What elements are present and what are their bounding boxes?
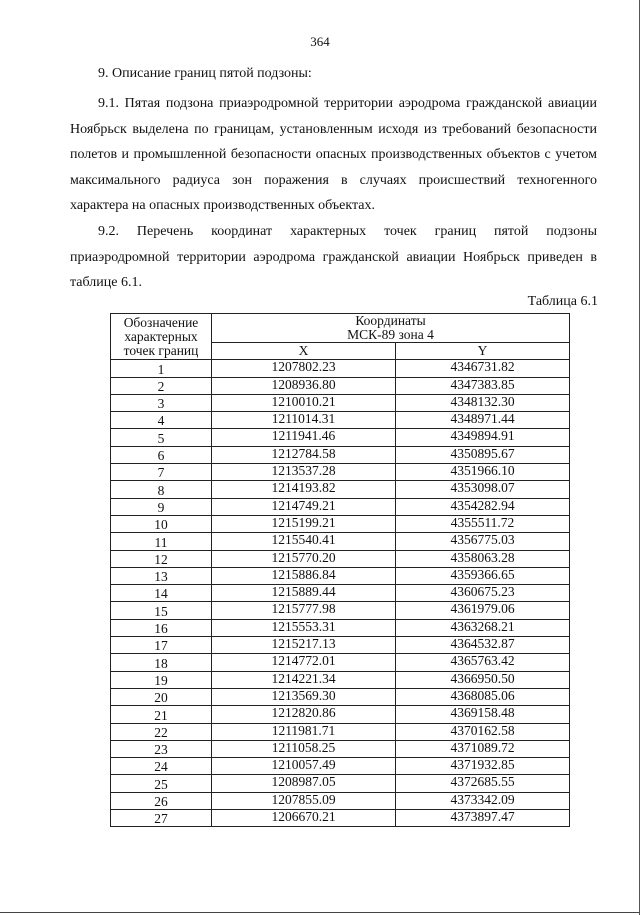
table-row — [111, 585, 570, 602]
table-row — [111, 412, 570, 429]
point-number-cell: 21 — [111, 706, 212, 723]
table-caption: Таблица 6.1 — [527, 294, 598, 309]
table-row — [111, 706, 570, 723]
table-header-row — [111, 314, 570, 343]
coordinates-table — [110, 313, 570, 827]
y-coordinate-cell: 4368085.06 — [396, 688, 570, 705]
x-coordinate-cell: 1215553.31 — [212, 619, 396, 636]
point-number-cell: 20 — [111, 688, 212, 705]
x-coordinate-cell: 1214193.82 — [212, 481, 396, 498]
x-coordinate-cell: 1210010.21 — [212, 394, 396, 411]
point-number-cell: 13 — [111, 567, 212, 584]
table-row — [111, 602, 570, 619]
point-number-cell: 14 — [111, 585, 212, 602]
table-row — [111, 671, 570, 688]
point-number-cell: 27 — [111, 810, 212, 827]
y-coordinate-cell: 4371932.85 — [396, 758, 570, 775]
point-number-cell: 8 — [111, 481, 212, 498]
y-coordinate-cell: 4351966.10 — [396, 464, 570, 481]
y-coordinate-cell: 4369158.48 — [396, 706, 570, 723]
header-coordinate-system: МСК-89 зона 4 — [347, 327, 434, 342]
point-number-cell: 24 — [111, 758, 212, 775]
section-heading: 9. Описание границ пятой подзоны: — [98, 66, 312, 81]
table-row — [111, 515, 570, 532]
table-row — [111, 654, 570, 671]
x-coordinate-cell: 1215540.41 — [212, 533, 396, 550]
x-coordinate-cell: 1215217.13 — [212, 637, 396, 654]
x-coordinate-cell: 1208987.05 — [212, 775, 396, 792]
y-coordinate-cell: 4353098.07 — [396, 481, 570, 498]
y-coordinate-cell: 4370162.58 — [396, 723, 570, 740]
y-coordinate-cell: 4348971.44 — [396, 412, 570, 429]
point-number-cell: 3 — [111, 394, 212, 411]
header-coordinates — [212, 314, 570, 343]
table-row — [111, 429, 570, 446]
point-number-cell: 2 — [111, 377, 212, 394]
x-coordinate-cell: 1215199.21 — [212, 515, 396, 532]
x-coordinate-cell: 1213537.28 — [212, 464, 396, 481]
table-row — [111, 637, 570, 654]
point-number-cell: 5 — [111, 429, 212, 446]
table-row — [111, 498, 570, 515]
table-row — [111, 810, 570, 827]
table-row — [111, 758, 570, 775]
x-coordinate-cell: 1213569.30 — [212, 688, 396, 705]
x-coordinate-cell: 1214772.01 — [212, 654, 396, 671]
y-coordinate-cell: 4371089.72 — [396, 740, 570, 757]
paragraph-9-2: 9.2. Перечень координат характерных точек границ пятой подзоны приаэродромной территории аэродрома гражданской авиации Ноябрьск приведен в таблице 6.1. — [70, 224, 597, 290]
table-row — [111, 394, 570, 411]
x-coordinate-cell: 1212820.86 — [212, 706, 396, 723]
y-coordinate-cell: 4354282.94 — [396, 498, 570, 515]
x-coordinate-cell: 1214749.21 — [212, 498, 396, 515]
bottom-divider — [0, 912, 640, 913]
x-coordinate-cell: 1207802.23 — [212, 360, 396, 377]
table-row — [111, 481, 570, 498]
x-coordinate-cell: 1215889.44 — [212, 585, 396, 602]
point-number-cell: 15 — [111, 602, 212, 619]
point-number-cell: 16 — [111, 619, 212, 636]
table-row — [111, 360, 570, 377]
point-number-cell: 4 — [111, 412, 212, 429]
point-number-cell: 26 — [111, 792, 212, 809]
page-number: 364 — [310, 34, 330, 49]
table-row — [111, 464, 570, 481]
y-coordinate-cell: 4364532.87 — [396, 637, 570, 654]
x-coordinate-cell: 1211014.31 — [212, 412, 396, 429]
point-number-cell: 7 — [111, 464, 212, 481]
point-number-cell: 23 — [111, 740, 212, 757]
y-coordinate-cell: 4358063.28 — [396, 550, 570, 567]
x-coordinate-cell: 1211981.71 — [212, 723, 396, 740]
y-coordinate-cell: 4361979.06 — [396, 602, 570, 619]
y-coordinate-cell: 4373342.09 — [396, 792, 570, 809]
x-coordinate-cell: 1215886.84 — [212, 567, 396, 584]
x-coordinate-cell: 1215770.20 — [212, 550, 396, 567]
table-row — [111, 723, 570, 740]
table-row — [111, 550, 570, 567]
point-number-cell: 12 — [111, 550, 212, 567]
x-coordinate-cell: 1207855.09 — [212, 792, 396, 809]
table-row — [111, 377, 570, 394]
header-y: Y — [396, 343, 570, 360]
table-row — [111, 619, 570, 636]
point-number-cell: 10 — [111, 515, 212, 532]
point-number-cell: 1 — [111, 360, 212, 377]
y-coordinate-cell: 4359366.65 — [396, 567, 570, 584]
point-number-cell: 9 — [111, 498, 212, 515]
y-coordinate-cell: 4355511.72 — [396, 515, 570, 532]
x-coordinate-cell: 1212784.58 — [212, 446, 396, 463]
x-coordinate-cell: 1215777.98 — [212, 602, 396, 619]
x-coordinate-cell: 1211941.46 — [212, 429, 396, 446]
point-number-cell: 11 — [111, 533, 212, 550]
y-coordinate-cell: 4373897.47 — [396, 810, 570, 827]
table-row — [111, 567, 570, 584]
y-coordinate-cell: 4365763.42 — [396, 654, 570, 671]
header-coordinates-title: Координаты — [355, 313, 426, 328]
y-coordinate-cell: 4349894.91 — [396, 429, 570, 446]
point-number-cell: 19 — [111, 671, 212, 688]
table-body — [111, 360, 570, 827]
y-coordinate-cell: 4366950.50 — [396, 671, 570, 688]
x-coordinate-cell: 1206670.21 — [212, 810, 396, 827]
paragraph-9-1: 9.1. Пятая подзона приаэродромной территории аэродрома гражданской авиации Ноябрьск выделена по границам, установленным исходя из требований безопасности полетов и промышленной безопасности опасных производственных объектов с учетом максимального радиуса зон поражения в случаях происшествий техногенного характера на опасных производственных объектах. — [70, 96, 597, 213]
y-coordinate-cell: 4363268.21 — [396, 619, 570, 636]
x-coordinate-cell: 1211058.25 — [212, 740, 396, 757]
point-number-cell: 17 — [111, 637, 212, 654]
point-number-cell: 22 — [111, 723, 212, 740]
point-number-cell: 6 — [111, 446, 212, 463]
table-row — [111, 533, 570, 550]
table-row — [111, 446, 570, 463]
y-coordinate-cell: 4347383.85 — [396, 377, 570, 394]
x-coordinate-cell: 1210057.49 — [212, 758, 396, 775]
y-coordinate-cell: 4360675.23 — [396, 585, 570, 602]
point-number-cell: 25 — [111, 775, 212, 792]
y-coordinate-cell: 4372685.55 — [396, 775, 570, 792]
table-row — [111, 740, 570, 757]
x-coordinate-cell: 1208936.80 — [212, 377, 396, 394]
header-points: Обозначение характерных точек границ — [111, 314, 212, 360]
x-coordinate-cell: 1214221.34 — [212, 671, 396, 688]
y-coordinate-cell: 4348132.30 — [396, 394, 570, 411]
y-coordinate-cell: 4346731.82 — [396, 360, 570, 377]
point-number-cell: 18 — [111, 654, 212, 671]
table-row — [111, 792, 570, 809]
table-row — [111, 688, 570, 705]
y-coordinate-cell: 4350895.67 — [396, 446, 570, 463]
table-row — [111, 775, 570, 792]
header-x: X — [212, 343, 396, 360]
y-coordinate-cell: 4356775.03 — [396, 533, 570, 550]
